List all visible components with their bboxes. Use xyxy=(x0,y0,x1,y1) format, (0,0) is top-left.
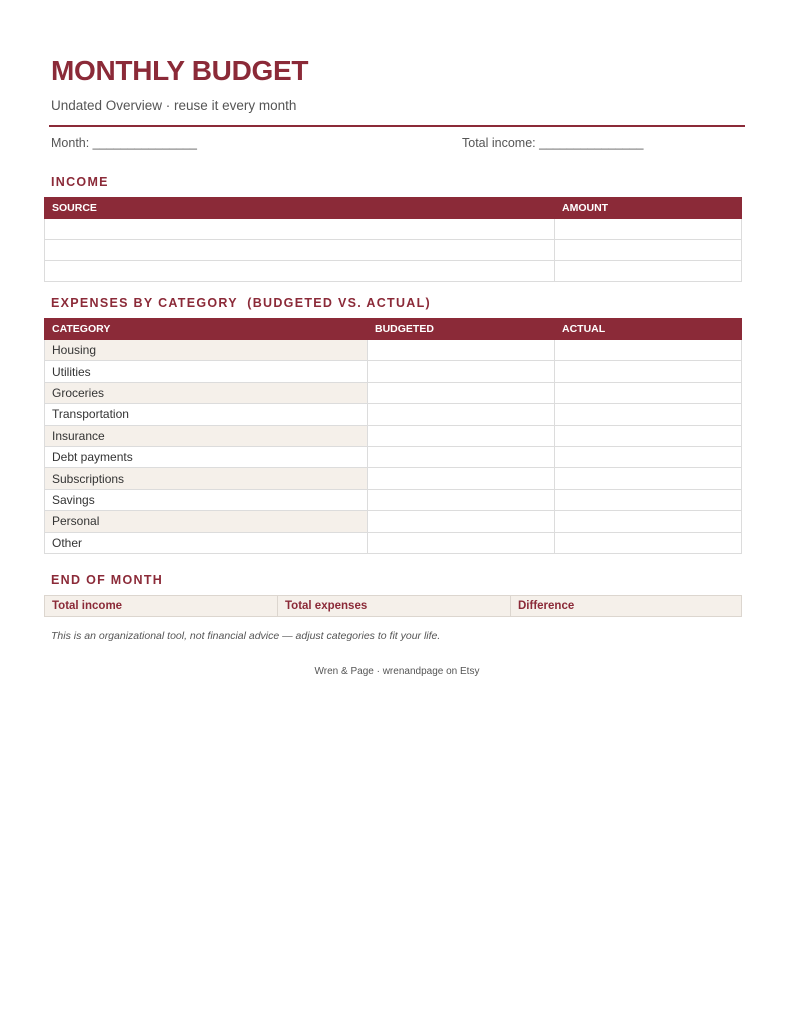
column-header-source: SOURCE xyxy=(45,198,555,219)
header-divider xyxy=(49,125,745,127)
category-cell: Utilities xyxy=(45,361,368,382)
month-field[interactable]: Month: _______________ xyxy=(51,136,197,150)
page-footer: Wren & Page · wrenandpage on Etsy xyxy=(314,666,480,677)
total-income-cell[interactable]: Total income xyxy=(45,596,278,617)
actual-cell[interactable] xyxy=(555,404,742,425)
category-cell: Housing xyxy=(45,340,368,361)
column-header-actual: ACTUAL xyxy=(555,319,742,340)
income-section-title: INCOME xyxy=(51,175,109,189)
column-header-amount: AMOUNT xyxy=(555,198,742,219)
difference-cell[interactable]: Difference xyxy=(511,596,742,617)
table-row xyxy=(45,261,742,282)
column-header-category: CATEGORY xyxy=(45,319,368,340)
table-row xyxy=(45,340,742,361)
end-of-month-table xyxy=(44,595,742,617)
income-header-row xyxy=(45,198,742,219)
budgeted-cell[interactable] xyxy=(368,446,555,467)
table-row xyxy=(45,489,742,510)
table-row xyxy=(45,532,742,553)
table-row xyxy=(45,361,742,382)
table-row xyxy=(45,219,742,240)
category-cell: Other xyxy=(45,532,368,553)
category-cell: Subscriptions xyxy=(45,468,368,489)
actual-cell[interactable] xyxy=(555,468,742,489)
table-row xyxy=(45,511,742,532)
category-cell: Debt payments xyxy=(45,446,368,467)
table-row xyxy=(45,446,742,467)
table-row xyxy=(45,468,742,489)
total-income-field[interactable]: Total income: _______________ xyxy=(462,136,644,150)
budgeted-cell[interactable] xyxy=(368,425,555,446)
category-cell: Transportation xyxy=(45,404,368,425)
actual-cell[interactable] xyxy=(555,340,742,361)
budgeted-cell[interactable] xyxy=(368,382,555,403)
category-cell: Insurance xyxy=(45,425,368,446)
column-header-budgeted: BUDGETED xyxy=(368,319,555,340)
budgeted-cell[interactable] xyxy=(368,468,555,489)
table-row xyxy=(45,382,742,403)
budgeted-cell[interactable] xyxy=(368,532,555,553)
income-source-cell[interactable] xyxy=(45,219,555,240)
budgeted-cell[interactable] xyxy=(368,511,555,532)
actual-cell[interactable] xyxy=(555,425,742,446)
income-amount-cell[interactable] xyxy=(555,261,742,282)
table-row xyxy=(45,240,742,261)
category-cell: Savings xyxy=(45,489,368,510)
expenses-section-title: EXPENSES BY CATEGORY (BUDGETED VS. ACTUAL) xyxy=(51,296,432,310)
page-title: MONTHLY BUDGET xyxy=(51,55,309,86)
actual-cell[interactable] xyxy=(555,511,742,532)
actual-cell[interactable] xyxy=(555,382,742,403)
category-cell: Personal xyxy=(45,511,368,532)
income-table xyxy=(44,197,742,282)
income-amount-cell[interactable] xyxy=(555,219,742,240)
disclaimer-note: This is an organizational tool, not financial advice — adjust categories to fit your life. xyxy=(51,630,441,642)
income-source-cell[interactable] xyxy=(45,240,555,261)
budgeted-cell[interactable] xyxy=(368,404,555,425)
expenses-header-row xyxy=(45,319,742,340)
expenses-table xyxy=(44,318,742,554)
budgeted-cell[interactable] xyxy=(368,340,555,361)
actual-cell[interactable] xyxy=(555,361,742,382)
table-row xyxy=(45,596,742,617)
table-row xyxy=(45,404,742,425)
budgeted-cell[interactable] xyxy=(368,361,555,382)
income-source-cell[interactable] xyxy=(45,261,555,282)
page-subtitle: Undated Overview · reuse it every month xyxy=(51,98,297,113)
category-cell: Groceries xyxy=(45,382,368,403)
actual-cell[interactable] xyxy=(555,489,742,510)
total-expenses-cell[interactable]: Total expenses xyxy=(278,596,511,617)
income-amount-cell[interactable] xyxy=(555,240,742,261)
actual-cell[interactable] xyxy=(555,446,742,467)
budgeted-cell[interactable] xyxy=(368,489,555,510)
actual-cell[interactable] xyxy=(555,532,742,553)
table-row xyxy=(45,425,742,446)
end-of-month-section-title: END OF MONTH xyxy=(51,573,164,587)
